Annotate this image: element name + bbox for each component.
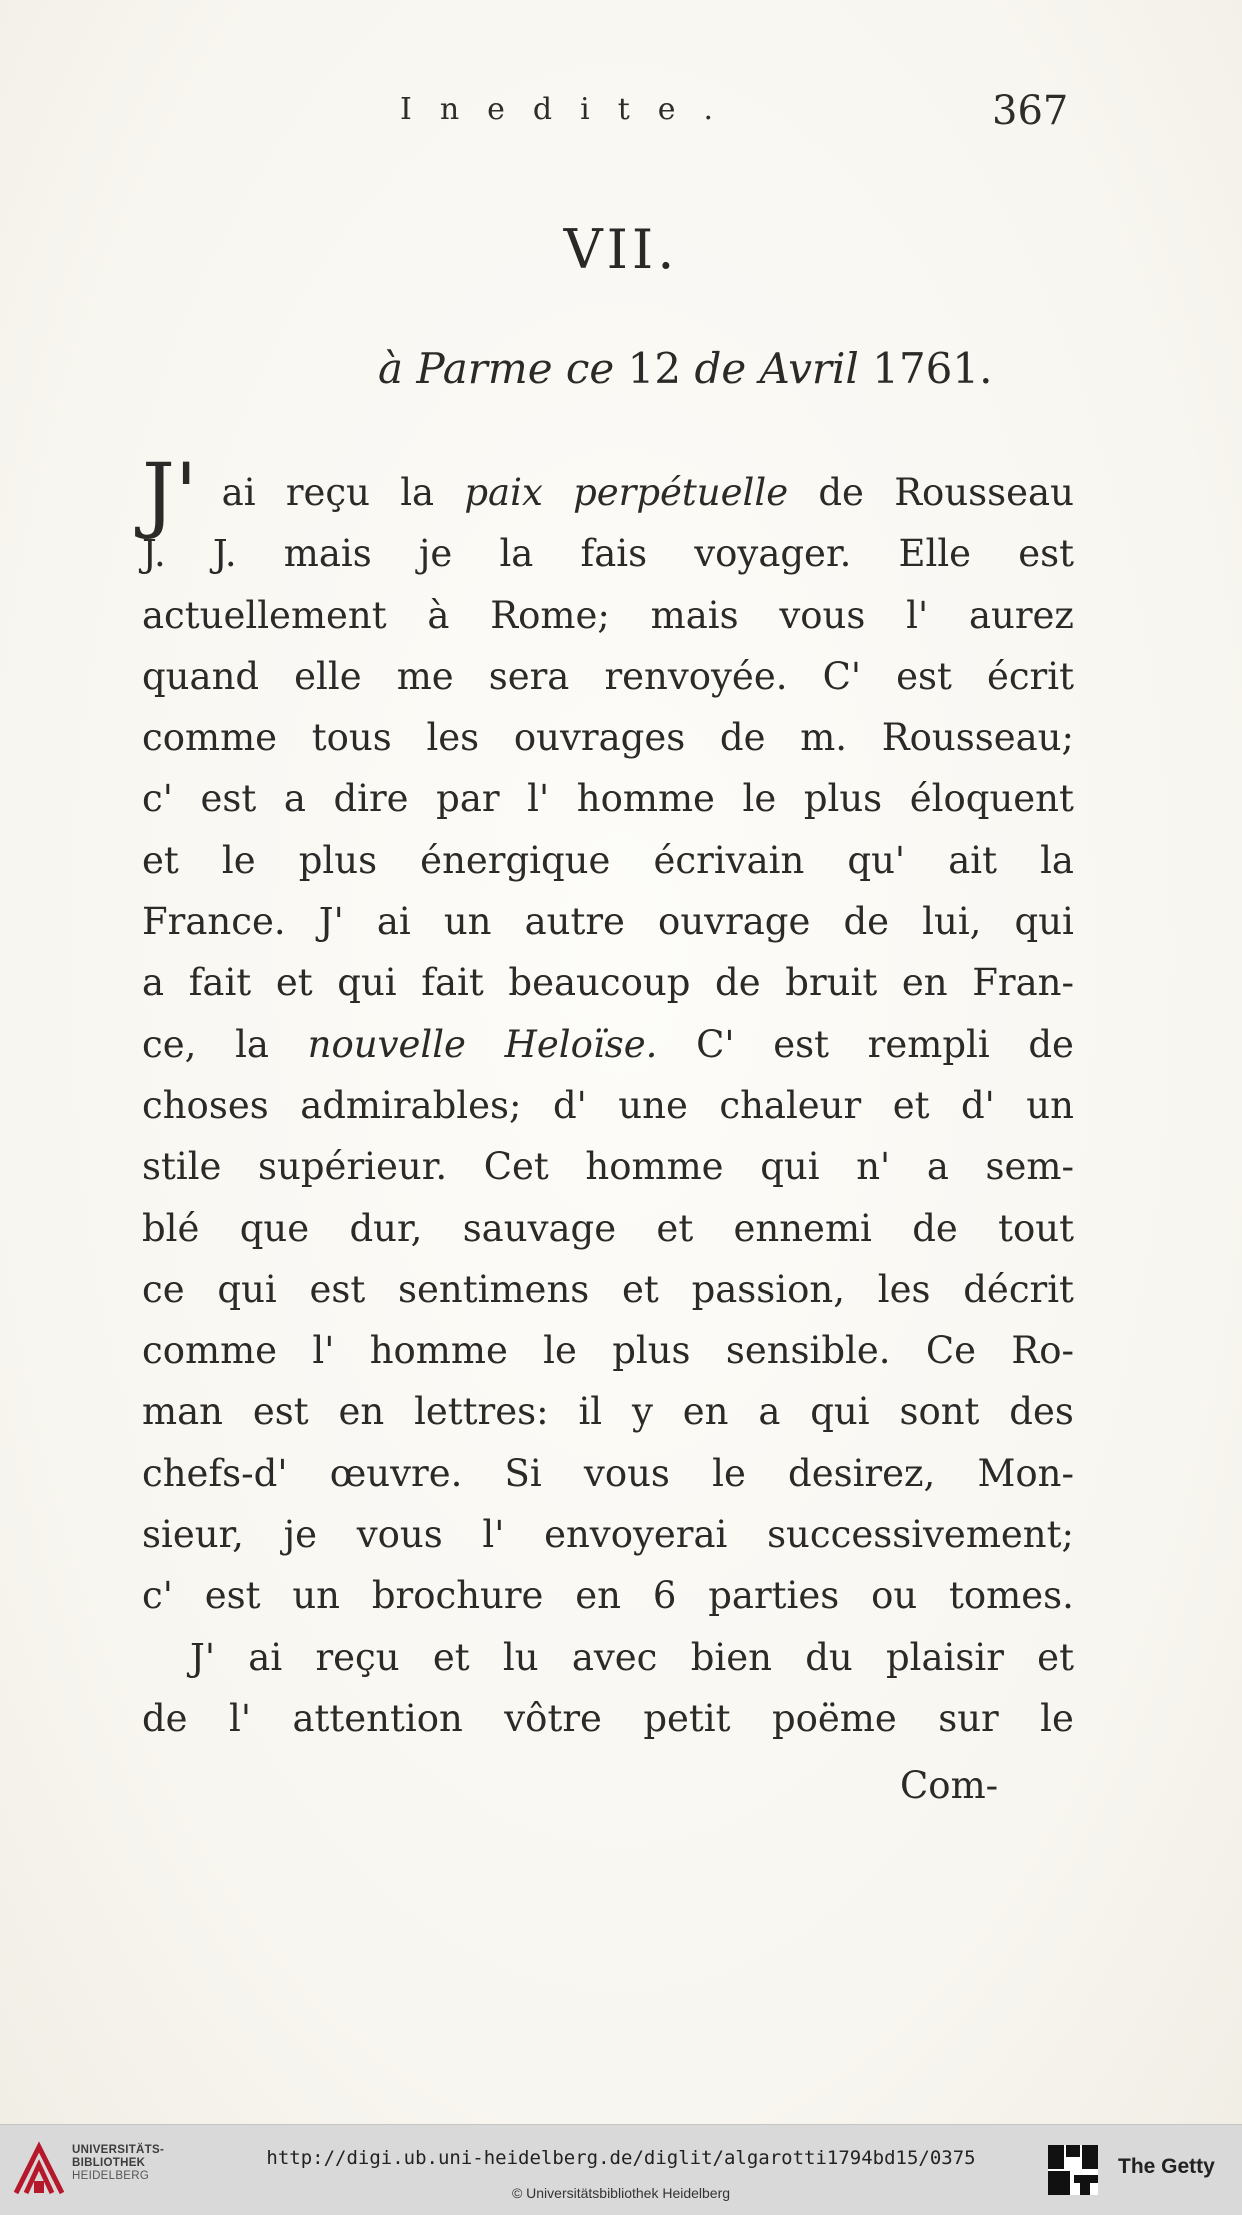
word: plus (298, 838, 378, 882)
word: lui, (922, 900, 982, 944)
word: de (818, 471, 864, 514)
word: et (1037, 1635, 1074, 1679)
text-line (142, 891, 1074, 952)
word: est (896, 654, 952, 698)
word: d' (552, 1083, 587, 1127)
word: sauvage (462, 1206, 617, 1250)
getty-logo-icon[interactable] (1046, 2141, 1100, 2199)
word: ouvrage (658, 900, 811, 944)
word: un (443, 900, 492, 944)
page-number: 367 (992, 88, 1069, 134)
word: brochure (371, 1574, 544, 1618)
word: lu (502, 1635, 539, 1679)
word: et (892, 1083, 930, 1127)
word: sensible. (725, 1329, 891, 1373)
word: est (1018, 532, 1074, 576)
word: qu' (847, 838, 906, 882)
word: c' (142, 1574, 173, 1618)
word: écrivain (653, 838, 805, 882)
text-line (142, 1320, 1074, 1381)
word: œuvre. (329, 1451, 463, 1495)
italic-word: perpétuelle (573, 471, 789, 514)
word: attention (292, 1696, 463, 1740)
sponsor-name: The Getty (1118, 2155, 1215, 2178)
word: J. (212, 532, 237, 576)
word: en (338, 1390, 385, 1434)
word: est (252, 1390, 309, 1434)
word: de (719, 716, 766, 760)
word: dire (333, 777, 409, 821)
word: mais (283, 532, 372, 576)
word: de (1028, 1022, 1074, 1066)
text-line (142, 585, 1074, 646)
text-line (142, 523, 1074, 584)
word: reçu (285, 471, 370, 514)
dateline-year: 1761. (872, 344, 993, 393)
text-line (142, 1688, 1074, 1749)
word: en (575, 1574, 622, 1618)
word: ce (142, 1267, 185, 1311)
running-head (0, 88, 1242, 152)
word: qui (760, 1145, 820, 1189)
word: rempli (867, 1022, 990, 1066)
italic-word: paix (464, 471, 543, 514)
word: n' (856, 1145, 891, 1189)
word: est (309, 1267, 366, 1311)
word: le (543, 1329, 577, 1373)
word: ai (221, 471, 256, 514)
word: sur (938, 1696, 999, 1740)
word: man (142, 1390, 223, 1434)
word: a (283, 777, 306, 821)
text-line (142, 1443, 1074, 1504)
word: quand (142, 654, 260, 698)
word: J. (142, 532, 166, 576)
word: a (142, 961, 165, 1005)
word: sentimens (398, 1267, 590, 1311)
word: le (742, 777, 777, 821)
word: Cet (483, 1145, 549, 1189)
word: tomes. (949, 1574, 1074, 1618)
catchword: Com- (900, 1764, 999, 1807)
copyright-notice: © Universitätsbibliothek Heidelberg (511, 2185, 731, 2201)
word: sieur, (142, 1513, 244, 1557)
library-name-line3: HEIDELBERG (72, 2170, 150, 2182)
word: décrit (963, 1267, 1074, 1311)
word: plus (612, 1329, 691, 1373)
word: Ce (925, 1329, 977, 1373)
word: desirez, (788, 1451, 936, 1495)
word: renvoyée. (604, 654, 788, 698)
text-line (142, 1136, 1074, 1197)
word: poëme (771, 1696, 897, 1740)
word: ou (871, 1574, 918, 1618)
word: France. (142, 900, 286, 944)
word: par (436, 777, 500, 821)
word: beaucoup (508, 961, 691, 1005)
word: fait (421, 961, 484, 1005)
dateline-middle: de Avril (694, 344, 859, 393)
word: C' (696, 1022, 735, 1066)
word: J' (190, 1635, 216, 1679)
word: C' (822, 654, 862, 698)
word: et (656, 1206, 694, 1250)
text-line (142, 952, 1074, 1013)
word: de (142, 1696, 188, 1740)
word: de (912, 1206, 958, 1250)
word: est (200, 777, 257, 821)
word: Fran- (972, 961, 1074, 1005)
text-line (142, 646, 1074, 707)
italic-word: Heloïse. (504, 1022, 658, 1066)
word: d' (960, 1083, 995, 1127)
word: ouvrages (513, 716, 686, 760)
word: Elle (898, 532, 972, 576)
word: a (758, 1390, 781, 1434)
word: avec (571, 1635, 658, 1679)
word: successivement; (767, 1513, 1074, 1557)
word: ai (376, 900, 411, 944)
word: admirables; (300, 1083, 522, 1127)
word: le (1040, 1696, 1074, 1740)
word: le (712, 1451, 746, 1495)
word: tout (998, 1206, 1074, 1250)
section-number: VII. (563, 218, 679, 281)
word: de (843, 900, 890, 944)
text-line (142, 1198, 1074, 1259)
word: et (622, 1267, 659, 1311)
word: que (239, 1206, 310, 1250)
word: me (396, 654, 454, 698)
word: sont (899, 1390, 980, 1434)
library-name-line1: UNIVERSITÄTS- (72, 2144, 165, 2156)
text-line (142, 1565, 1074, 1626)
word: qui (1014, 900, 1074, 944)
word: la (400, 471, 435, 514)
viewer-footer (0, 2124, 1242, 2215)
word: la (1040, 838, 1074, 882)
word: chaleur (719, 1083, 862, 1127)
word: lettres: (414, 1390, 549, 1434)
word: l' (312, 1329, 335, 1373)
word: autre (524, 900, 625, 944)
word: Mon- (977, 1451, 1074, 1495)
word: homme (576, 777, 715, 821)
word: a (926, 1145, 949, 1189)
word: Ro- (1011, 1329, 1074, 1373)
word: supérieur. (258, 1145, 448, 1189)
word: m. (800, 716, 848, 760)
text-line (142, 768, 1074, 829)
word: une (618, 1083, 688, 1127)
text-line (142, 1381, 1074, 1442)
word: reçu (315, 1635, 400, 1679)
letter-body (142, 447, 1074, 1749)
word: est (204, 1574, 261, 1618)
word: Rousseau; (881, 716, 1074, 760)
word: la (235, 1022, 269, 1066)
word: je (418, 532, 453, 576)
word: elle (294, 654, 362, 698)
text-line (142, 830, 1074, 891)
word: stile (142, 1145, 222, 1189)
word: l' (482, 1513, 505, 1557)
word: plaisir (885, 1635, 1004, 1679)
word: énergique (420, 838, 611, 882)
word: c' (142, 777, 173, 821)
word: aurez (968, 593, 1074, 637)
word: choses (142, 1083, 269, 1127)
dateline-prefix: à Parme ce (378, 344, 615, 393)
dateline (378, 344, 992, 393)
word: ai (248, 1635, 283, 1679)
word: plus (803, 777, 883, 821)
word: je (283, 1513, 317, 1557)
word: bien (690, 1635, 772, 1679)
word: sem- (985, 1145, 1074, 1189)
library-name-line2: BIBLIOTHEK (72, 2157, 146, 2169)
word: du (805, 1635, 853, 1679)
word: ennemi (733, 1206, 872, 1250)
word: y (631, 1390, 653, 1434)
word: des (1009, 1390, 1074, 1434)
word: il (578, 1390, 603, 1434)
word: fait (188, 961, 252, 1005)
word: comme (142, 1329, 278, 1373)
word: en (901, 961, 948, 1005)
text-line (142, 1014, 1074, 1075)
word: homme (369, 1329, 508, 1373)
word: Rome; (490, 593, 610, 637)
word: et (275, 961, 313, 1005)
word: chefs-d' (142, 1451, 288, 1495)
italic-word: nouvelle (307, 1022, 466, 1066)
text-line (142, 447, 1074, 542)
drop-cap: J' (142, 447, 198, 542)
word: qui (217, 1267, 277, 1311)
word: est (773, 1022, 829, 1066)
text-line (142, 1504, 1074, 1565)
word: l' (906, 593, 929, 637)
word: dur, (349, 1206, 423, 1250)
word: Si (504, 1451, 542, 1495)
word: vôtre (504, 1696, 602, 1740)
text-line (142, 1075, 1074, 1136)
word: vous (779, 593, 866, 637)
word: comme (142, 716, 278, 760)
word: l' (229, 1696, 252, 1740)
word: en (682, 1390, 729, 1434)
word: bruit (785, 961, 878, 1005)
word: ce, (142, 1022, 197, 1066)
word: les (877, 1267, 931, 1311)
text-line (142, 707, 1074, 768)
word: parties (708, 1574, 840, 1618)
word: actuellement (142, 593, 387, 637)
word: tous (311, 716, 392, 760)
word: qui (810, 1390, 870, 1434)
word: petit (643, 1696, 731, 1740)
word: et (432, 1635, 470, 1679)
word: la (499, 532, 534, 576)
word: Rousseau (894, 471, 1074, 514)
word: de (715, 961, 761, 1005)
word: ait (948, 838, 997, 882)
word: le (221, 838, 256, 882)
text-line (142, 1259, 1074, 1320)
word: mais (650, 593, 739, 637)
word: fais (580, 532, 648, 576)
word: envoyerai (544, 1513, 728, 1557)
word: J' (318, 900, 344, 944)
word: écrit (986, 654, 1074, 698)
word: blé (142, 1206, 200, 1250)
word: un (1026, 1083, 1074, 1127)
word: voyager. (694, 532, 852, 576)
word: vous (356, 1513, 443, 1557)
word: un (292, 1574, 340, 1618)
dateline-day: 12 (627, 344, 682, 393)
word: à (427, 593, 450, 637)
running-title: Inedite. (400, 92, 742, 127)
word: les (426, 716, 480, 760)
text-line (142, 1627, 1074, 1688)
word: éloquent (909, 777, 1074, 821)
word: sera (488, 654, 570, 698)
word: l' (527, 777, 550, 821)
word: qui (337, 961, 397, 1005)
permalink-url[interactable]: http://digi.ub.uni-heidelberg.de/diglit/algarotti1794bd15/0375 (266, 2147, 976, 2169)
word: homme (585, 1145, 724, 1189)
word: 6 (652, 1574, 677, 1618)
word: passion, (691, 1267, 845, 1311)
word: vous (583, 1451, 670, 1495)
word: et (142, 838, 179, 882)
